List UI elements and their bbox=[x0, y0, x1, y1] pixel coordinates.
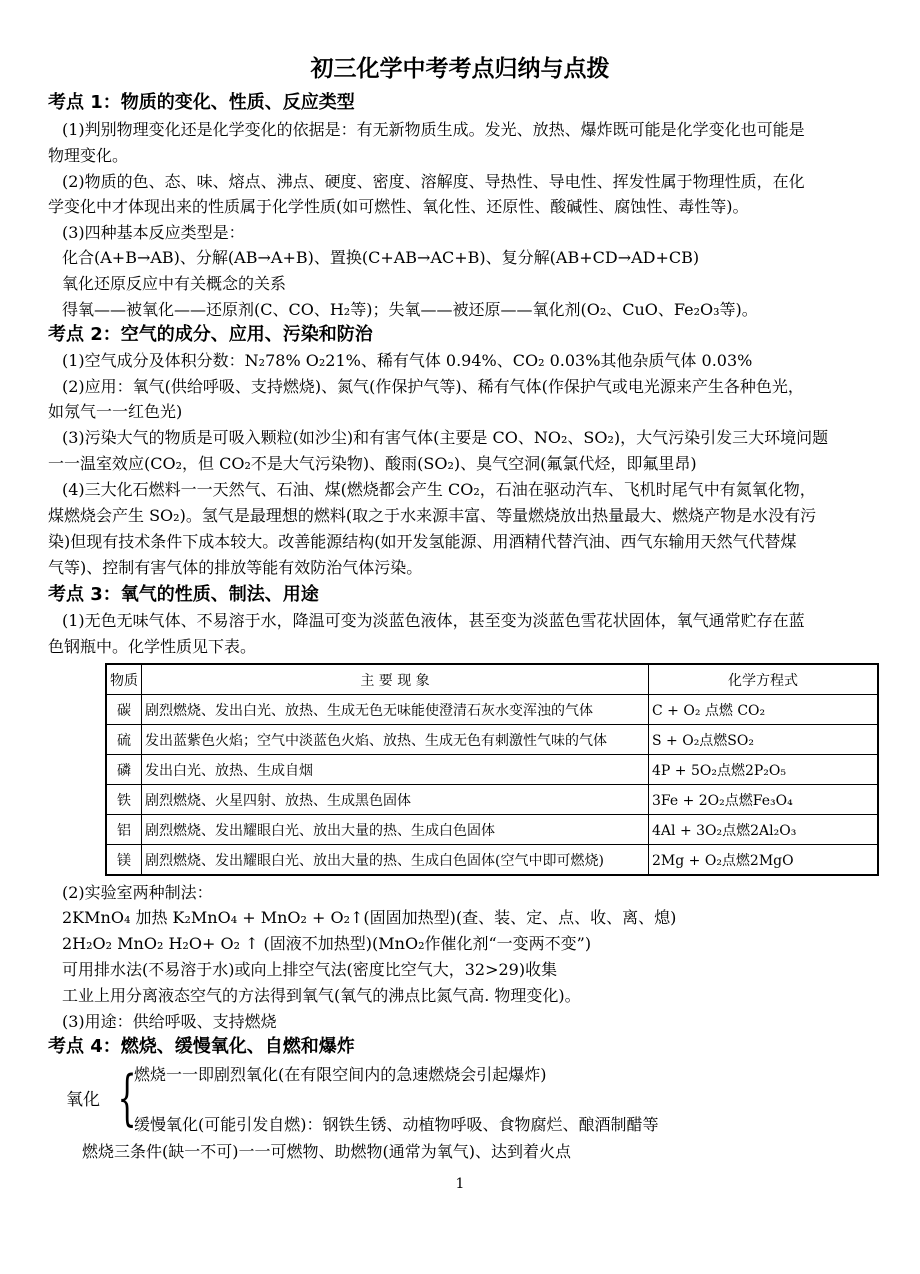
substance-cell: 硫 bbox=[106, 725, 142, 755]
paragraph-line: 化合(A+B→AB)、分解(AB→A+B)、置换(C+AB→AC+B)、复分解(AB+CD→AD+CB) bbox=[62, 248, 700, 267]
table-row bbox=[106, 815, 878, 845]
paragraph-line: 染)但现有技术条件下成本较大。改善能源结构(如开发氢能源、用酒精代替汽油、西气东输用天然气代替煤 bbox=[48, 532, 797, 551]
paragraph-line: (2)应用：氧气(供给呼吸、支持燃烧)、氮气(作保护气等)、稀有气体(作保护气或电光源来产生各种色光， bbox=[62, 377, 804, 396]
paragraph-line: (3)污染大气的物质是可吸入颗粒(如沙尘)和有害气体(主要是 CO、NO₂、SO₂)，大气污染引发三大环境问题 bbox=[62, 428, 829, 447]
paragraph-line: 工业上用分离液态空气的方法得到氧气(氧气的沸点比氮气高. 物理变化)。 bbox=[62, 986, 581, 1005]
oxygen-reaction-table bbox=[105, 663, 879, 876]
substance-cell: 磷 bbox=[106, 755, 142, 785]
paragraph-line: 色钢瓶中。化学性质见下表。 bbox=[48, 637, 257, 656]
section-heading: 考点 1：物质的变化、性质、反应类型 bbox=[48, 92, 355, 113]
phenomenon-cell: 剧烈燃烧、发出耀眼白光、放出大量的热、生成白色固体 bbox=[142, 815, 649, 845]
paragraph-line: (1)判别物理变化还是化学变化的依据是：有无新物质生成。发光、放热、爆炸既可能是化学变化也可能是 bbox=[62, 120, 805, 139]
phenomenon-cell: 发出蓝紫色火焰；空气中淡蓝色火焰、放热、生成无色有刺激性气味的气体 bbox=[142, 725, 649, 755]
equation-cell: S + O₂点燃SO₂ bbox=[649, 725, 879, 755]
paragraph-line: 可用排水法(不易溶于水)或向上排空气法(密度比空气大，32>29)收集 bbox=[62, 960, 558, 979]
paragraph-line: 燃烧三条件(缺一不可)一一可燃物、助燃物(通常为氧气)、达到着火点 bbox=[82, 1142, 571, 1161]
phenomenon-cell: 剧烈燃烧、发出白光、放热、生成无色无味能使澄清石灰水变浑浊的气体 bbox=[142, 695, 649, 725]
section-heading: 考点 3：氧气的性质、制法、用途 bbox=[48, 584, 319, 605]
paragraph-line: 一一温室效应(CO₂，但 CO₂不是大气污染物)、酸雨(SO₂)、臭气空洞(氟氯代烃，即氟里昂) bbox=[48, 454, 697, 473]
substance-cell: 碳 bbox=[106, 695, 142, 725]
equation-cell: 4P + 5O₂点燃2P₂O₅ bbox=[649, 755, 879, 785]
paragraph-line: 燃烧一一即剧烈氧化(在有限空间内的急速燃烧会引起爆炸) bbox=[134, 1065, 547, 1084]
paragraph-line: 气等)、控制有害气体的排放等能有效防治气体污染。 bbox=[48, 558, 423, 577]
phenomenon-cell: 剧烈燃烧、发出耀眼白光、放出大量的热、生成白色固体(空气中即可燃烧) bbox=[142, 845, 649, 876]
phenomenon-cell: 发出白光、放热、生成自烟 bbox=[142, 755, 649, 785]
substance-cell: 铁 bbox=[106, 785, 142, 815]
section-heading: 考点 4：燃烧、缓慢氧化、自燃和爆炸 bbox=[48, 1036, 355, 1057]
table-row bbox=[106, 755, 878, 785]
paragraph-line: 缓慢氧化(可能引发自燃)：钢铁生锈、动植物呼吸、食物腐烂、酿酒制醋等 bbox=[134, 1115, 659, 1134]
paragraph-line: 煤燃烧会产生 SO₂)。氢气是最理想的燃料(取之于水来源丰富、等量燃烧放出热量最大、燃烧产物是水没有污 bbox=[48, 506, 817, 525]
oxidation-label: 氧化 bbox=[66, 1090, 100, 1110]
paragraph-line: (1)无色无味气体、不易溶于水，降温可变为淡蓝色液体，甚至变为淡蓝色雪花状固体，氧气通常贮存在蓝 bbox=[62, 611, 805, 630]
table-row bbox=[106, 845, 878, 876]
equation-line: 2H₂O₂ MnO₂ H₂O+ O₂ ↑ (固液不加热型)(MnO₂作催化剂“一变两不变”) bbox=[62, 934, 592, 953]
paragraph-line: (2)物质的色、态、味、熔点、沸点、硬度、密度、溶解度、导热性、导电性、挥发性属于物理性质，在化 bbox=[62, 172, 805, 191]
substance-cell: 镁 bbox=[106, 845, 142, 876]
equation-cell: 2Mg + O₂点燃2MgO bbox=[649, 845, 879, 876]
paragraph-line: 如氖气一一红色光) bbox=[48, 402, 183, 421]
paragraph-line: 物理变化。 bbox=[48, 146, 129, 165]
header-cell: 化学方程式 bbox=[649, 664, 879, 695]
paragraph-line: (1)空气成分及体积分数：N₂78% O₂21%、稀有气体 0.94%、CO₂ 0.03%其他杂质气体 0.03% bbox=[62, 351, 753, 370]
table-header-row bbox=[106, 664, 878, 695]
paragraph-line: 得氧——被氧化——还原剂(C、CO、H₂等)；失氧——被还原——氧化剂(O₂、CuO、Fe₂O₃等)。 bbox=[62, 300, 758, 319]
paragraph-line: 氧化还原反应中有关概念的关系 bbox=[62, 274, 287, 293]
equation-cell: 3Fe + 2O₂点燃Fe₃O₄ bbox=[649, 785, 879, 815]
paragraph-line: (4)三大化石燃料一一天然气、石油、煤(燃烧都会产生 CO₂，石油在驱动汽车、飞机时尾气中有氮氧化物， bbox=[62, 480, 816, 499]
table-row bbox=[106, 695, 878, 725]
paragraph-line: 学变化中才体现出来的性质属于化学性质(如可燃性、氧化性、还原性、酸碱性、腐蚀性、毒性等)。 bbox=[48, 197, 749, 216]
section-heading: 考点 2：空气的成分、应用、污染和防治 bbox=[48, 324, 373, 345]
equation-cell: 4Al + 3O₂点燃2Al₂O₃ bbox=[649, 815, 879, 845]
substance-cell: 铝 bbox=[106, 815, 142, 845]
paragraph-line: (3)四种基本反应类型是： bbox=[62, 223, 245, 242]
table-row bbox=[106, 725, 878, 755]
phenomenon-cell: 剧烈燃烧、火星四射、放热、生成黑色固体 bbox=[142, 785, 649, 815]
table-row bbox=[106, 785, 878, 815]
brace-icon: { bbox=[117, 1063, 137, 1133]
header-cell: 主 要 现 象 bbox=[142, 664, 649, 695]
paragraph-line: (3)用途：供给呼吸、支持燃烧 bbox=[62, 1012, 277, 1031]
equation-line: 2KMnO₄ 加热 K₂MnO₄ + MnO₂ + O₂↑(固固加热型)(查、装、定、点、收、离、熄) bbox=[62, 908, 677, 927]
header-cell: 物质 bbox=[106, 664, 142, 695]
page-title: 初三化学中考考点归纳与点拨 bbox=[310, 56, 610, 82]
equation-cell: C + O₂ 点燃 CO₂ bbox=[649, 695, 879, 725]
paragraph-line: (2)实验室两种制法： bbox=[62, 883, 213, 902]
page-number: 1 bbox=[455, 1176, 465, 1192]
